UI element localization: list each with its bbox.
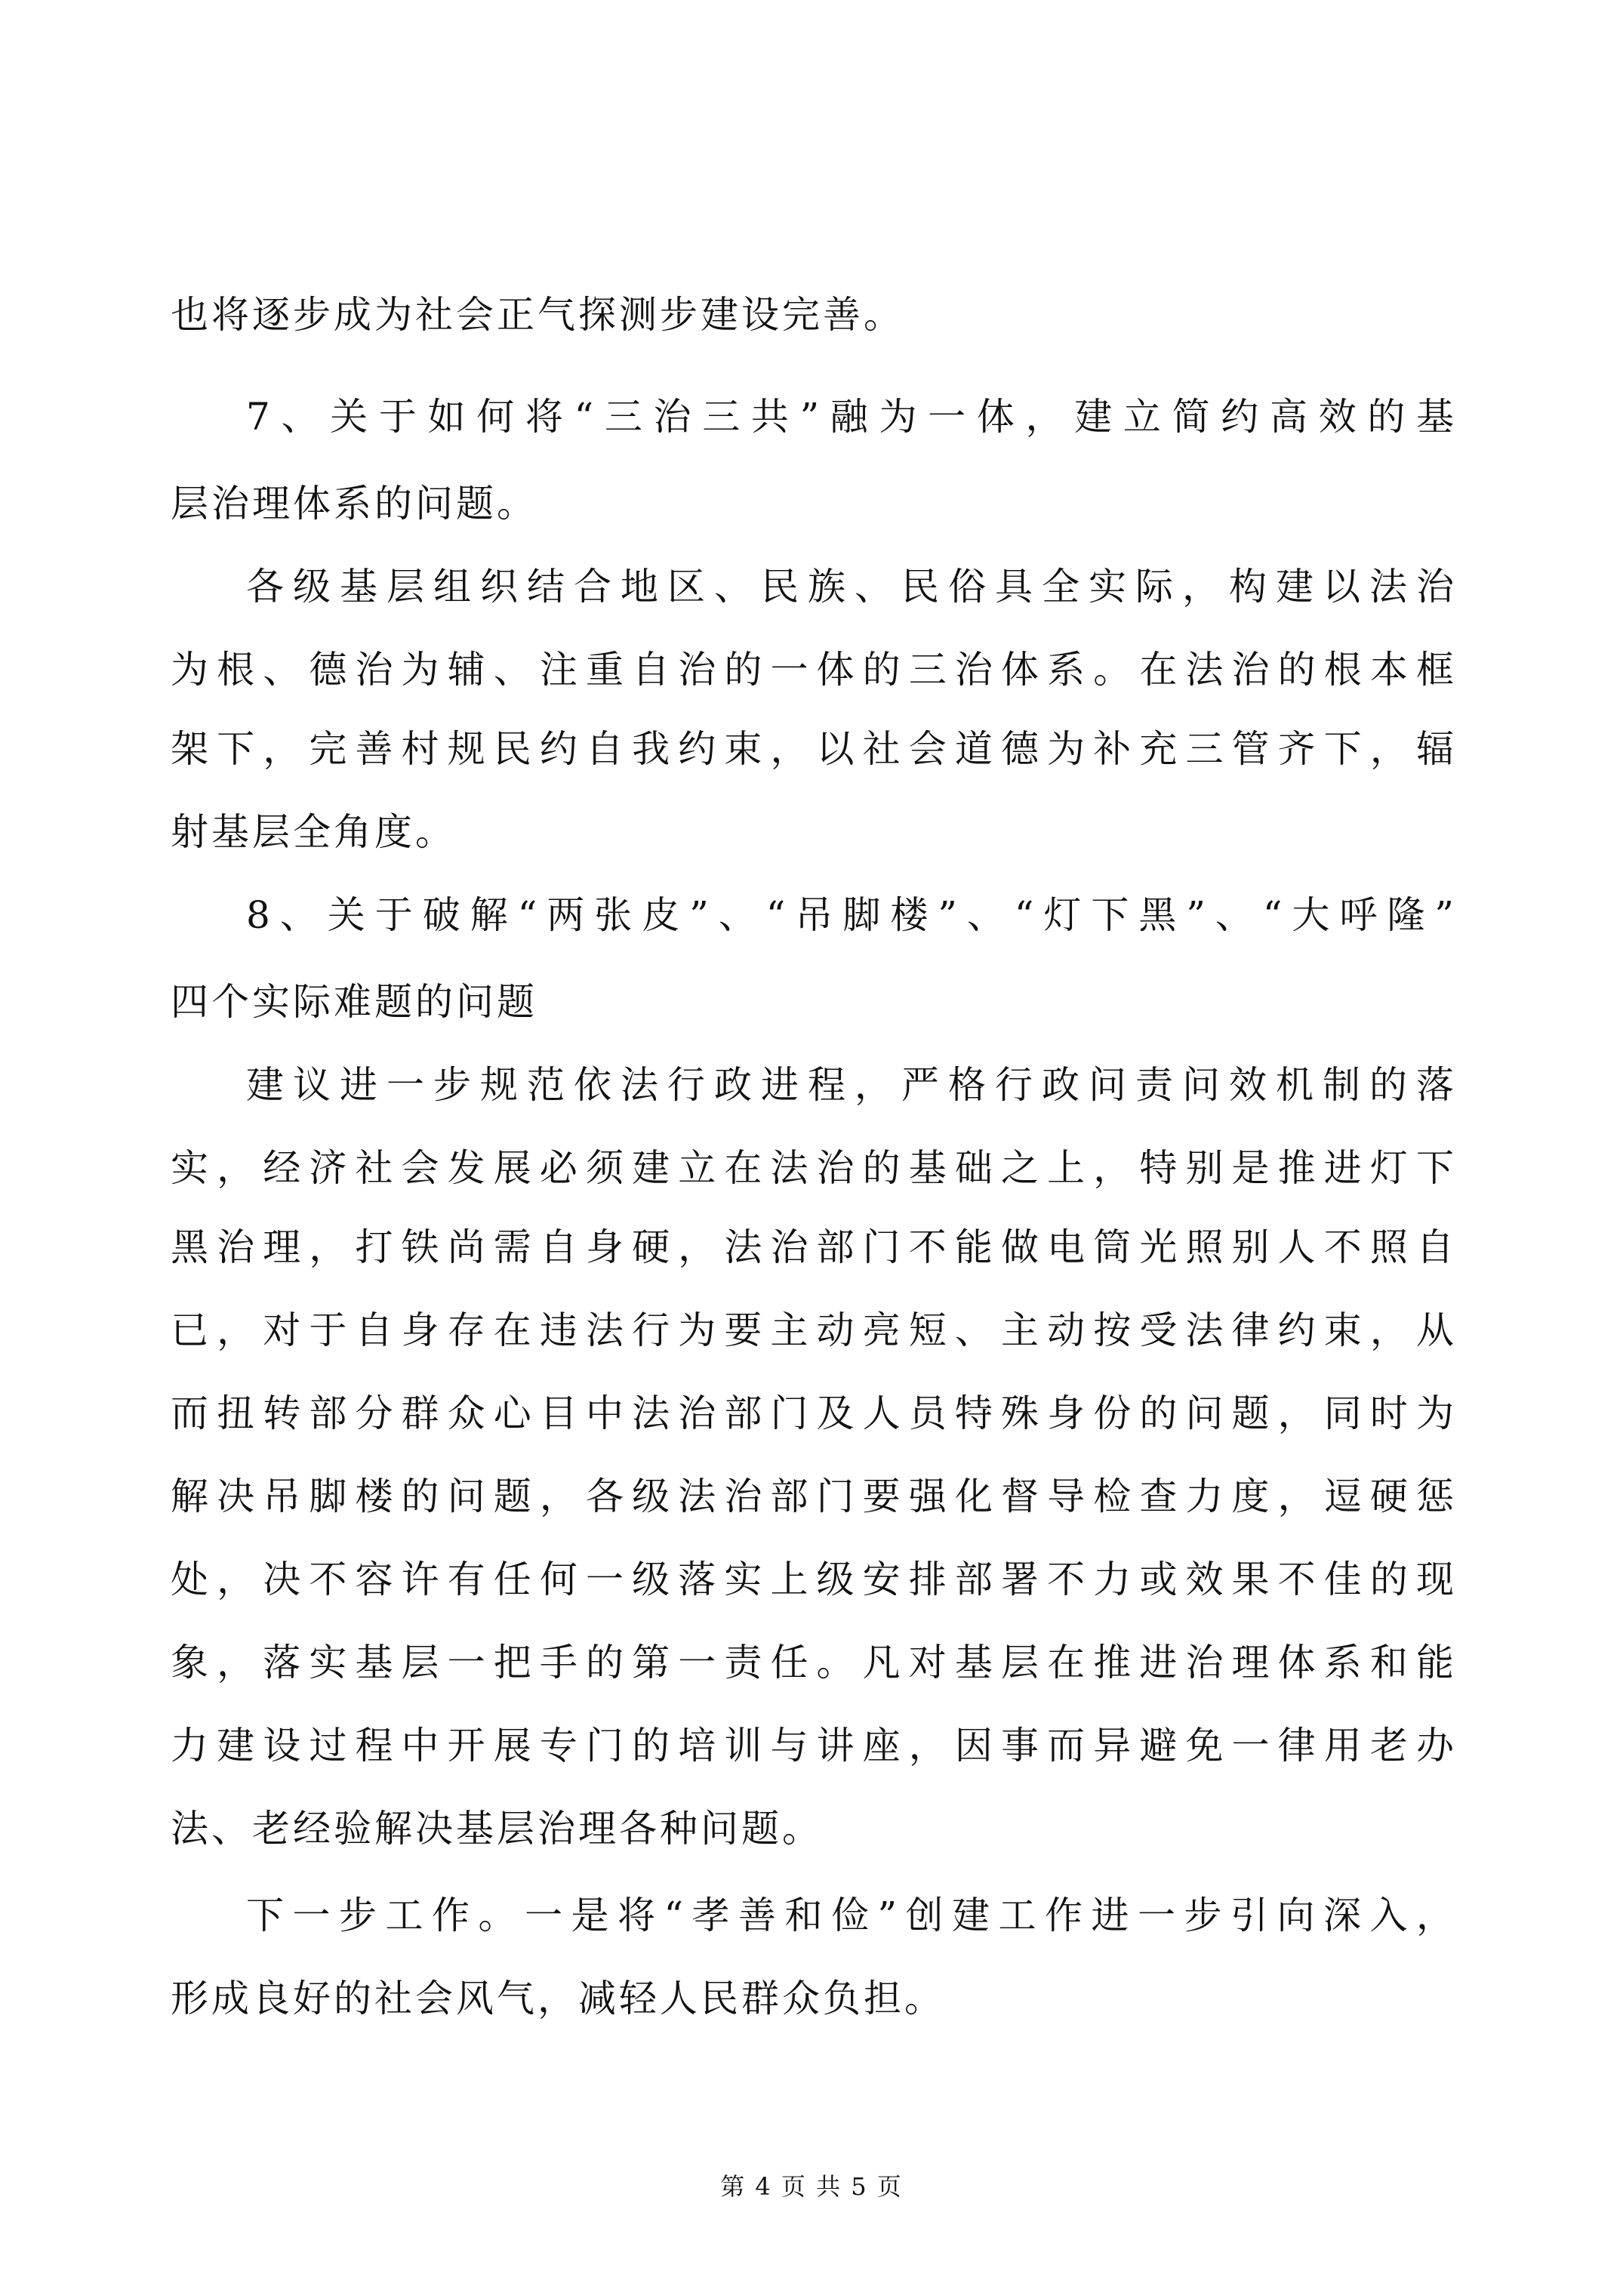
text-line: 解决吊脚楼的问题，各级法治部门要强化督导检查力度，逗硬惩 xyxy=(171,1475,1454,1518)
text-line: 各级基层组织结合地区、民族、民俗具全实际，构建以法治 xyxy=(246,565,1454,609)
text-line: 已，对于自身存在违法行为要主动亮短、主动按受法律约束，从 xyxy=(171,1308,1454,1352)
text-line: 下一步工作。一是将“孝善和俭”创建工作进一步引向深入， xyxy=(246,1894,1454,1937)
text-line: 射基层全角度。 xyxy=(171,810,456,854)
text-line: 架下，完善村规民约自我约束，以社会道德为补充三管齐下，辐 xyxy=(171,727,1454,771)
text-line: 也将逐步成为社会正气探测步建设完善。 xyxy=(171,293,904,337)
text-line: 7、关于如何将“三治三共”融为一体，建立简约高效的基 xyxy=(246,395,1454,439)
text-line: 建议进一步规范依法行政进程，严格行政问责问效机制的落 xyxy=(246,1063,1454,1107)
text-line: 实，经济社会发展必须建立在法治的基础之上，特别是推进灯下 xyxy=(171,1146,1454,1190)
text-line: 黑治理，打铁尚需自身硬，法治部门不能做电筒光照别人不照自 xyxy=(171,1225,1454,1269)
text-line: 法、老经验解决基层治理各种问题。 xyxy=(171,1807,823,1851)
text-line: 处，决不容许有任何一级落实上级安排部署不力或效果不佳的现 xyxy=(171,1558,1454,1601)
text-line: 为根、德治为辅、注重自治的一体的三治体系。在法治的根本框 xyxy=(171,648,1454,692)
text-line: 8、关于破解“两张皮”、“吊脚楼”、“灯下黑”、“大呼隆” xyxy=(246,893,1454,937)
text-line: 四个实际难题的问题 xyxy=(171,980,537,1024)
text-line: 层治理体系的问题。 xyxy=(171,482,537,525)
text-line: 象，落实基层一把手的第一责任。凡对基层在推进治理体系和能 xyxy=(171,1641,1454,1684)
text-line: 力建设过程中开展专门的培训与讲座，因事而异避免一律用老办 xyxy=(171,1724,1454,1767)
text-line: 形成良好的社会风气，减轻人民群众负担。 xyxy=(171,1977,945,2020)
text-line: 而扭转部分群众心目中法治部门及人员特殊身份的问题，同时为 xyxy=(171,1391,1454,1435)
page-number-footer: 第 4 页 共 5 页 xyxy=(720,2172,903,2201)
